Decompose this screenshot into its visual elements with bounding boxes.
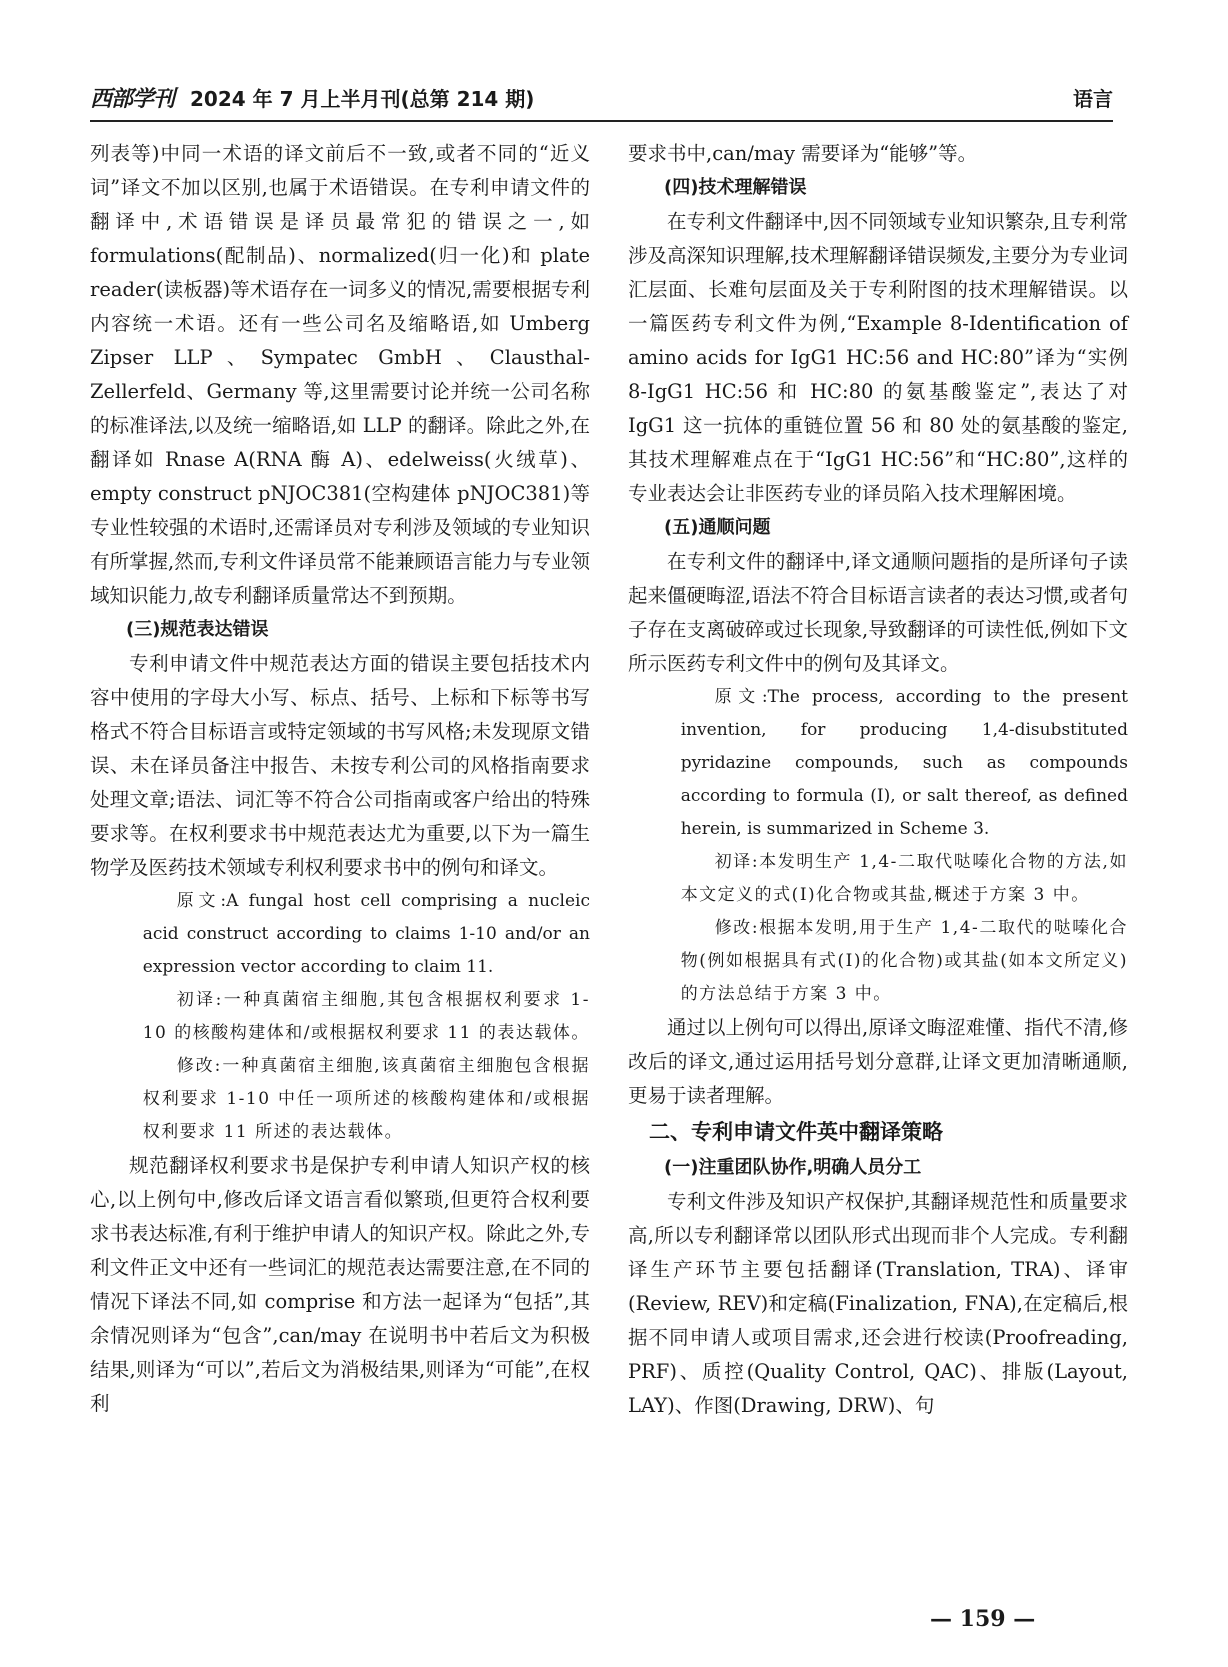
paragraph: 通过以上例句可以得出,原译文晦涩难懂、指代不清,修改后的译文,通过运用括号划分意群,让译文更加清晰通顺,更易于读者理解。	[628, 1016, 1128, 1107]
issue-info: 2024 年 7 月上半月刊(总第 214 期)	[190, 87, 535, 111]
section-heading: (一)注重团队协作,明确人员分工	[664, 1157, 922, 1178]
example-revision: 修改:根据本发明,用于生产 1,4-二取代的哒嗪化合物(例如根据具有式(I)的化合物)或其盐(如本文所定义)的方法总结于方案 3 中。	[680, 918, 1128, 1004]
section-heading: (三)规范表达错误	[126, 619, 269, 640]
paragraph: 列表等)中同一术语的译文前后不一致,或者不同的“近义词”译文不加以区别,也属于术语错误。在专利申请文件的翻译中,术语错误是译员最常犯的错误之一,如 formulations(配制品)、normalized(归一化)和 plate reader(读板器)等术语存在一词多义的情况,需要根据专利内容统一术语。还有一些公司名及缩略语,如 Umberg Zipser LLP、Sympatec GmbH、Clausthal-Zellerfeld、Germany 等,这里需要讨论并统一公司名称的标准译法,以及统一缩略语,如 LLP 的翻译。除此之外,在翻译如 Rnase A(RNA 酶 A)、edelweiss(火绒草)、empty construct pNJOC381(空构建体 pNJOC381)等专业性较强的术语时,还需译员对专利涉及领域的专业知识有所掌握,然而,专利文件译员常不能兼顾语言能力与专业领域知识能力,故专利翻译质量常达不到预期。	[90, 142, 590, 607]
paragraph: 专利文件涉及知识产权保护,其翻译规范性和质量要求高,所以专利翻译常以团队形式出现而非个人完成。专利翻译生产环节主要包括翻译(Translation, TRA)、译审(Review, REV)和定稿(Finalization, FNA),在定稿后,根据不同申请人或项目需求,还会进行校读(Proofreading, PRF)、质控(Quality Control, QAC)、排版(Layout, LAY)、作图(Drawing, DRW)、句	[628, 1190, 1128, 1417]
paragraph: 在专利文件翻译中,因不同领域专业知识繁杂,且专利常涉及高深知识理解,技术理解翻译错误频发,主要分为专业词汇层面、长难句层面及关于专利附图的技术理解错误。以一篇医药专利文件为例,“Example 8-Identification of amino acids for IgG1 HC:56 and HC:80”译为“实例 8-IgG1 HC:56 和 HC:80 的氨基酸鉴定”,表达了对 IgG1 这一抗体的重链位置 56 和 80 处的氨基酸的鉴定,其技术理解难点在于“IgG1 HC:56”和“HC:80”,这样的专业表达会让非医药专业的译员陷入技术理解困境。	[628, 210, 1128, 505]
section-label: 语言	[1073, 87, 1113, 111]
example-revision: 修改:一种真菌宿主细胞,该真菌宿主细胞包含根据权利要求 1-10 中任一项所述的核酸构建体和/或根据权利要求 11 所述的表达载体。	[142, 1056, 590, 1142]
example-initial-translation: 初译:一种真菌宿主细胞,其包含根据权利要求 1-10 的核酸构建体和/或根据权利要求 11 的表达载体。	[142, 990, 590, 1043]
paragraph: 在专利文件的翻译中,译文通顺问题指的是所译句子读起来僵硬晦涩,语法不符合目标语言读者的表达习惯,或者句子存在支离破碎或过长现象,导致翻译的可读性低,例如下文所示医药专利文件中的例句及其译文。	[628, 550, 1128, 675]
example-initial-translation: 初译:本发明生产 1,4-二取代哒嗪化合物的方法,如本文定义的式(I)化合物或其盐,概述于方案 3 中。	[680, 852, 1128, 905]
journal-logo: 西部学刊	[90, 86, 175, 112]
paragraph: 要求书中,can/may 需要译为“能够”等。	[628, 142, 978, 165]
running-header	[90, 84, 1113, 122]
paragraph: 专利申请文件中规范表达方面的错误主要包括技术内容中使用的字母大小写、标点、括号、上标和下标等书写格式不符合目标语言或特定领域的书写风格;未发现原文错误、未在译员备注中报告、未按专利公司的风格指南要求处理文章;语法、词汇等不符合公司指南或客户给出的特殊要求等。在权利要求书中规范表达尤为重要,以下为一篇生物学及医药技术领域专利权利要求书中的例句和译文。	[90, 652, 590, 879]
example-source: 原文:The process, according to the present invention, for producing 1,4-disubstituted pyridazine compounds, such as compounds according to formula (I), or salt thereof, as defined herein, is summarized in Scheme 3.	[680, 687, 1128, 839]
page-number: — 159 —	[930, 1606, 1036, 1632]
example-source: 原文:A fungal host cell comprising a nucleic acid construct according to claims 1-10 and/or an expression vector according to claim 11.	[142, 891, 590, 977]
section-heading: (四)技术理解错误	[664, 177, 807, 198]
left-column	[90, 137, 590, 1421]
section-heading: (五)通顺问题	[664, 517, 771, 538]
chapter-heading: 二、专利申请文件英中翻译策略	[649, 1120, 943, 1144]
right-column	[628, 137, 1128, 1423]
paragraph: 规范翻译权利要求书是保护专利申请人知识产权的核心,以上例句中,修改后译文语言看似繁琐,但更符合权利要求书表达标准,有利于维护申请人的知识产权。除此之外,专利文件正文中还有一些词汇的规范表达需要注意,在不同的情况下译法不同,如 comprise 和方法一起译为“包括”,其余情况则译为“包含”,can/may 在说明书中若后文为积极结果,则译为“可以”,若后文为消极结果,则译为“可能”,在权利	[90, 1154, 590, 1415]
